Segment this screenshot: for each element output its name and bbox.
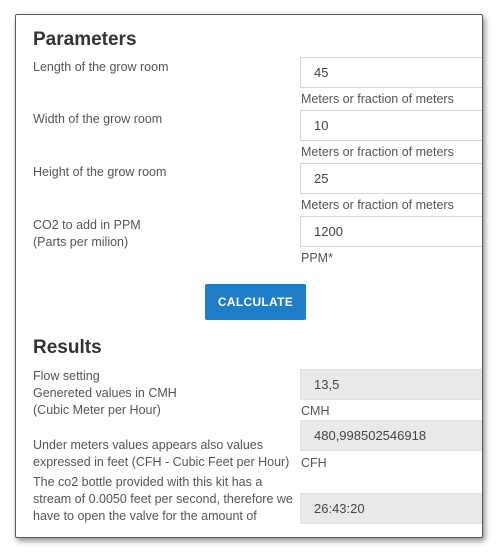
co2-input[interactable] <box>300 216 483 247</box>
feet-label-line2: expressed in feet (CFH - Cubic Feet per Hour) <box>33 455 290 469</box>
results-heading: Results <box>33 337 102 358</box>
height-label: Height of the grow room <box>33 165 167 179</box>
flow-label-line1: Flow setting <box>33 369 100 383</box>
time-label-line1: The co2 bottle provided with this kit has a <box>33 475 263 489</box>
co2-label-line2: (Parts per milion) <box>33 235 129 249</box>
length-unit: Meters or fraction of meters <box>301 92 454 106</box>
width-input[interactable] <box>300 110 483 141</box>
time-label-line2: stream of 0.0050 feet per second, therefore we <box>33 492 293 506</box>
feet-unit: CFH <box>301 456 327 470</box>
width-unit: Meters or fraction of meters <box>301 145 454 159</box>
co2-calculator-panel <box>15 14 483 538</box>
time-label-line3: have to open the valve for the amount of <box>33 509 257 523</box>
time-output <box>300 493 483 524</box>
height-input[interactable] <box>300 163 483 194</box>
flow-label <box>33 368 177 419</box>
length-input[interactable] <box>300 57 483 88</box>
flow-label-line3: (Cubic Meter per Hour) <box>33 403 161 417</box>
length-label: Length of the grow room <box>33 60 169 74</box>
width-label: Width of the grow room <box>33 112 163 126</box>
flow-label-line2: Genereted values in CMH <box>33 386 177 400</box>
co2-label-line1: CO2 to add in PPM <box>33 218 141 232</box>
parameters-heading: Parameters <box>33 29 137 50</box>
feet-output <box>300 420 483 451</box>
co2-label <box>33 217 141 251</box>
flow-output <box>300 369 483 400</box>
height-unit: Meters or fraction of meters <box>301 198 454 212</box>
flow-unit: CMH <box>301 404 330 418</box>
time-label <box>33 474 293 525</box>
feet-label-line1: Under meters values appears also values <box>33 438 263 452</box>
calculate-button[interactable]: CALCULATE <box>205 284 306 320</box>
co2-unit: PPM* <box>301 251 333 265</box>
feet-label <box>33 437 289 471</box>
